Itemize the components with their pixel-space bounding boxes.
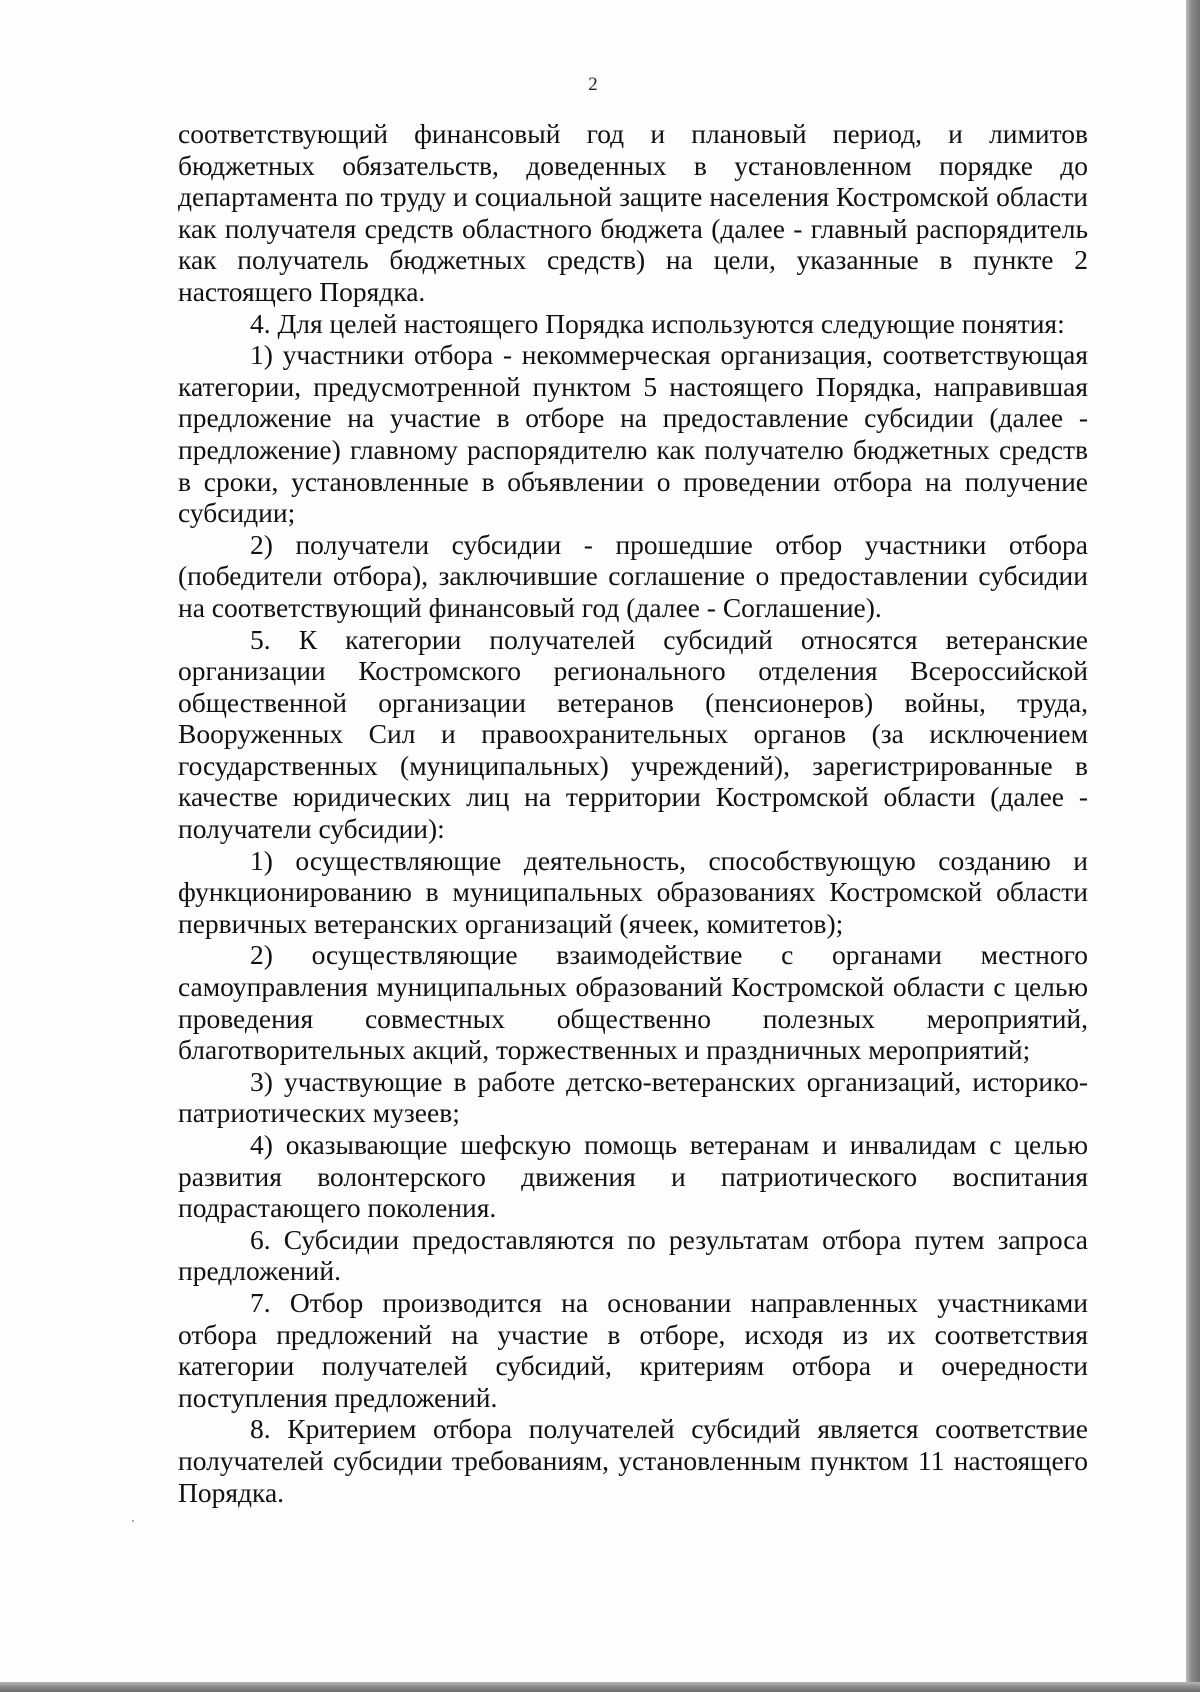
paragraph: 4) оказывающие шефскую помощь ветеранам и инвалидам с целью развития волонтерского движения и патриотического воспитания подрастающего поколения. bbox=[178, 1129, 1088, 1224]
paragraph: соответствующий финансовый год и плановый период, и лимитов бюджетных обязательств, доведенных в установленном порядке до департамента по труду и социальной защите населения Костромской области как получателя средств областного бюджета (далее - главный распорядитель как получатель бюджетных средств) на цели, указанные в пункте 2 настоящего Порядка. bbox=[178, 118, 1088, 307]
page-edge-shadow-bottom bbox=[0, 1682, 1200, 1692]
paragraph: 1) участники отбора - некоммерческая организация, соответствующая категории, предусмотренной пунктом 5 настоящего Порядка, направившая предложение на участие в отборе на предоставление субсидии (далее - предложение) главному распорядителю как получателю бюджетных средств в сроки, установленные в объявлении о проведении отбора на получение субсидии; bbox=[178, 339, 1088, 529]
scan-speck bbox=[132, 1520, 134, 1522]
document-body bbox=[178, 118, 1088, 1508]
paragraph: 2) получатели субсидии - прошедшие отбор участники отбора (победители отбора), заключившие соглашение о предоставлении субсидии на соответствующий финансовый год (далее - Соглашение). bbox=[178, 528, 1088, 623]
page-number: 2 bbox=[588, 74, 598, 95]
paragraph: 1) осуществляющие деятельность, способствующую созданию и функционированию в муниципальных образованиях Костромской области первичных ветеранских организаций (ячеек, комитетов); bbox=[178, 844, 1088, 939]
paragraph: 8. Критерием отбора получателей субсидий является соответствие получателей субсидии требованиям, установленным пунктом 11 настоящего Порядка. bbox=[178, 1413, 1088, 1508]
paragraph: 5. К категории получателей субсидий относятся ветеранские организации Костромского регионального отделения Всероссийской общественной организации ветеранов (пенсионеров) войны, труда, Вооруженных Сил и правоохранительных органов (за исключением государственных (муниципальных) учреждений), зарегистрированные в качестве юридических лиц на территории Костромской области (далее - получатели субсидии): bbox=[178, 623, 1088, 845]
page-edge-shadow-right bbox=[1186, 0, 1200, 1692]
paragraph: 3) участвующие в работе детско-ветеранских организаций, историко-патриотических музеев; bbox=[178, 1065, 1088, 1129]
paragraph: 4. Для целей настоящего Порядка используются следующие понятия: bbox=[250, 307, 1065, 339]
paragraph: 7. Отбор производится на основании направленных участниками отбора предложений на участие в отборе, исходя из их соответствия категории получателей субсидий, критериям отбора и очередности поступления предложений. bbox=[178, 1286, 1088, 1413]
paragraph: 6. Субсидии предоставляются по результатам отбора путем запроса предложений. bbox=[178, 1223, 1088, 1287]
paragraph: 2) осуществляющие взаимодействие с органами местного самоуправления муниципальных образований Костромской области с целью проведения совместных общественно полезных мероприятий, благотворительных акций, торжественных и праздничных мероприятий; bbox=[178, 939, 1088, 1066]
